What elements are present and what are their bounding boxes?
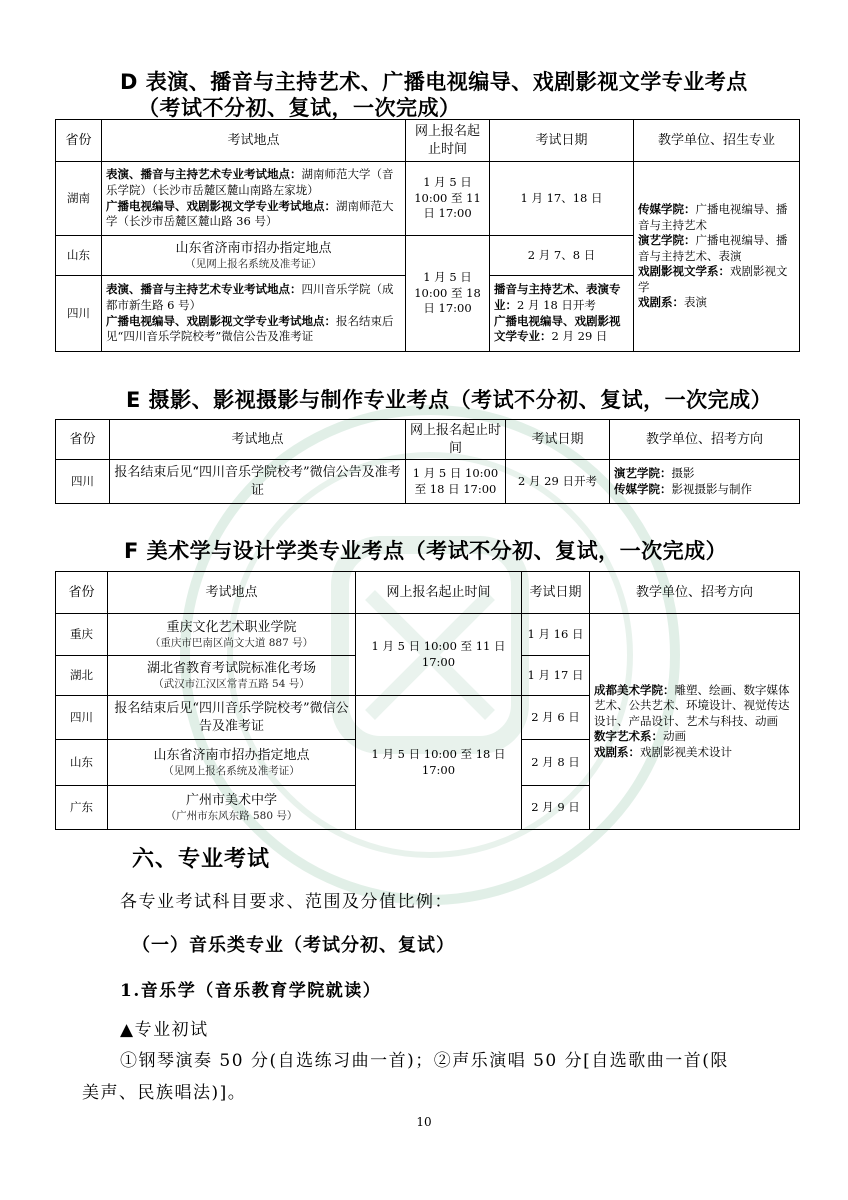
- header-registration: 网上报名起止时间: [356, 572, 522, 614]
- location-text: 四川音乐学院（成都市新生路 6 号）: [106, 282, 394, 312]
- location-cell: [108, 786, 356, 830]
- province-cell: 山东: [56, 740, 108, 786]
- province-cell: 四川: [56, 276, 102, 352]
- location-note: （广州市东风东路 580 号）: [165, 810, 298, 823]
- unit-text: 影视摄影与制作: [671, 481, 752, 496]
- header-location: 考试地点: [110, 420, 406, 460]
- exam-date-cell: 1 月 16 日: [522, 614, 590, 656]
- header-location: 考试地点: [102, 120, 406, 162]
- unit-text: 摄影: [671, 466, 695, 481]
- location-note: （见网上报名系统及准考证）: [163, 765, 300, 778]
- province-cell: 广东: [56, 786, 108, 830]
- exam-date-cell: [490, 276, 634, 352]
- header-province: 省份: [56, 420, 110, 460]
- unit-cell: [634, 162, 800, 352]
- unit-label: 戏剧系：: [594, 744, 640, 759]
- section-d-table: [55, 119, 800, 352]
- location-text: 湖南师范大学（音乐学院）（长沙市岳麓区麓山南路左家垅）: [106, 167, 394, 197]
- unit-label: 演艺学院：: [614, 466, 672, 481]
- location-label: 广播电视编导、戏剧影视文学专业考试地点：: [106, 313, 336, 328]
- unit-cell: [590, 614, 800, 830]
- unit-text: 广播电视编导、播音与主持艺术: [638, 202, 788, 232]
- unit-label: 戏剧系：: [638, 295, 684, 310]
- unit-label: 传媒学院：: [614, 481, 672, 496]
- registration-cell: 1 月 5 日 10:00 至 11 日 17:00: [406, 162, 490, 236]
- header-registration: 网上报名起止时间: [406, 120, 490, 162]
- unit-cell: [610, 460, 800, 504]
- location-text: 湖南师范大学（长沙市岳麓区麓山路 36 号）: [106, 198, 394, 229]
- page-number: 10: [416, 1115, 432, 1129]
- header-exam-date: 考试日期: [506, 420, 610, 460]
- unit-text: 动画: [663, 729, 686, 744]
- location-text: 湖北省教育考试院标准化考场: [146, 660, 316, 676]
- paragraph: 美声、民族唱法)]。: [82, 1083, 247, 1103]
- table-row: [56, 460, 800, 504]
- unit-text: 广播电视编导、播音与主持艺术、表演: [638, 233, 788, 263]
- section-e-table: [55, 419, 800, 504]
- province-cell: 湖南: [56, 162, 102, 236]
- province-cell: 山东: [56, 236, 102, 276]
- section-f-table: [55, 571, 800, 830]
- unit-text: 雕塑、绘画、数字媒体艺术、公共艺术、环境设计、视觉传达设计、产品设计、艺术与科技、动画: [594, 682, 790, 728]
- date-text: 2 月 18 日开考: [517, 297, 596, 312]
- unit-label: 成都美术学院：: [594, 682, 675, 697]
- location-text: 报名结束后见“四川音乐学院校考”微信公告及准考证: [106, 313, 394, 344]
- header-exam-date: 考试日期: [490, 120, 634, 162]
- exam-date-cell: 1 月 17 日: [522, 656, 590, 696]
- section-f-title: F 美术学与设计学类专业考点（考试不分初、复试，一次完成）: [124, 539, 728, 563]
- exam-date-cell: 2 月 9 日: [522, 786, 590, 830]
- location-text: 山东省济南市招办指定地点: [175, 240, 332, 256]
- unit-text: 戏剧影视文学: [638, 264, 788, 294]
- location-note: （武汉市江汉区常青五路 54 号）: [153, 678, 310, 691]
- header-unit: 教学单位、招生专业: [634, 120, 800, 162]
- location-text: 山东省济南市招办指定地点: [153, 747, 310, 763]
- unit-label: 传媒学院：: [638, 202, 696, 217]
- registration-cell: 1 月 5 日 10:00 至 11 日 17:00: [356, 614, 522, 696]
- header-province: 省份: [56, 572, 108, 614]
- location-text: 广州市美术中学: [185, 792, 277, 808]
- location-note: （见网上报名系统及准考证）: [185, 258, 322, 271]
- subsection-heading: 1.音乐学（音乐教育学院就读）: [120, 981, 382, 1001]
- location-label: 广播电视编导、戏剧影视文学专业考试地点：: [106, 198, 336, 213]
- exam-date-cell: 2 月 29 日开考: [506, 460, 610, 504]
- date-label: 广播电视编导、戏剧影视文学专业：: [494, 313, 621, 344]
- header-registration: 网上报名起止时间: [406, 420, 506, 460]
- location-note: （重庆市巴南区尚文大道 887 号）: [149, 637, 314, 650]
- header-location: 考试地点: [108, 572, 356, 614]
- province-cell: 湖北: [56, 656, 108, 696]
- section-d-title-line2: （考试不分初、复试，一次完成）: [138, 96, 461, 120]
- table-row: [56, 162, 800, 236]
- location-cell: [102, 236, 406, 276]
- province-cell: 四川: [56, 460, 110, 504]
- section-d-title-line1: D 表演、播音与主持艺术、广播电视编导、戏剧影视文学专业考点: [120, 70, 748, 94]
- location-cell: [102, 276, 406, 352]
- exam-date-cell: 2 月 8 日: [522, 740, 590, 786]
- location-cell: 报名结束后见“四川音乐学院校考”微信公告及准考证: [108, 696, 356, 740]
- location-cell: [108, 656, 356, 696]
- unit-text: 戏剧影视美术设计: [640, 744, 732, 759]
- location-label: 表演、播音与主持艺术专业考试地点：: [106, 167, 302, 182]
- location-text: 重庆文化艺术职业学院: [166, 619, 297, 635]
- date-label: 播音与主持艺术、表演专业：: [494, 282, 621, 312]
- unit-label: 戏剧影视文学系：: [638, 264, 730, 279]
- section-heading: 六、专业考试: [132, 847, 271, 872]
- unit-label: 数字艺术系：: [594, 729, 663, 744]
- location-label: 表演、播音与主持艺术专业考试地点：: [106, 282, 302, 297]
- table-row: [56, 614, 800, 656]
- location-cell: 报名结束后见“四川音乐学院校考”微信公告及准考证: [110, 460, 406, 504]
- location-cell: [108, 614, 356, 656]
- section-e-title: E 摄影、影视摄影与制作专业考点（考试不分初、复试，一次完成）: [126, 388, 773, 412]
- exam-date-cell: 2 月 7、8 日: [490, 236, 634, 276]
- location-cell: [108, 740, 356, 786]
- header-unit: 教学单位、招考方向: [610, 420, 800, 460]
- unit-label: 演艺学院：: [638, 233, 696, 248]
- header-unit: 教学单位、招考方向: [590, 572, 800, 614]
- province-cell: 四川: [56, 696, 108, 740]
- subsection-heading: ▲专业初试: [120, 1020, 209, 1040]
- paragraph: 各专业考试科目要求、范围及分值比例：: [120, 892, 453, 912]
- exam-date-cell: 2 月 6 日: [522, 696, 590, 740]
- registration-cell: 1 月 5 日 10:00 至 18 日 17:00: [406, 460, 506, 504]
- header-province: 省份: [56, 120, 102, 162]
- exam-date-cell: 1 月 17、18 日: [490, 162, 634, 236]
- registration-cell: 1 月 5 日 10:00 至 18 日 17:00: [356, 696, 522, 830]
- paragraph: ①钢琴演奏 50 分(自选练习曲一首)；②声乐演唱 50 分[自选歌曲一首(限: [120, 1051, 729, 1071]
- subsection-heading: （一）音乐类专业（考试分初、复试）: [132, 935, 455, 956]
- header-exam-date: 考试日期: [522, 572, 590, 614]
- location-cell: [102, 162, 406, 236]
- date-text: 2 月 29 日: [551, 329, 608, 344]
- registration-cell: 1 月 5 日 10:00 至 18 日 17:00: [406, 236, 490, 352]
- unit-text: 表演: [684, 295, 707, 310]
- province-cell: 重庆: [56, 614, 108, 656]
